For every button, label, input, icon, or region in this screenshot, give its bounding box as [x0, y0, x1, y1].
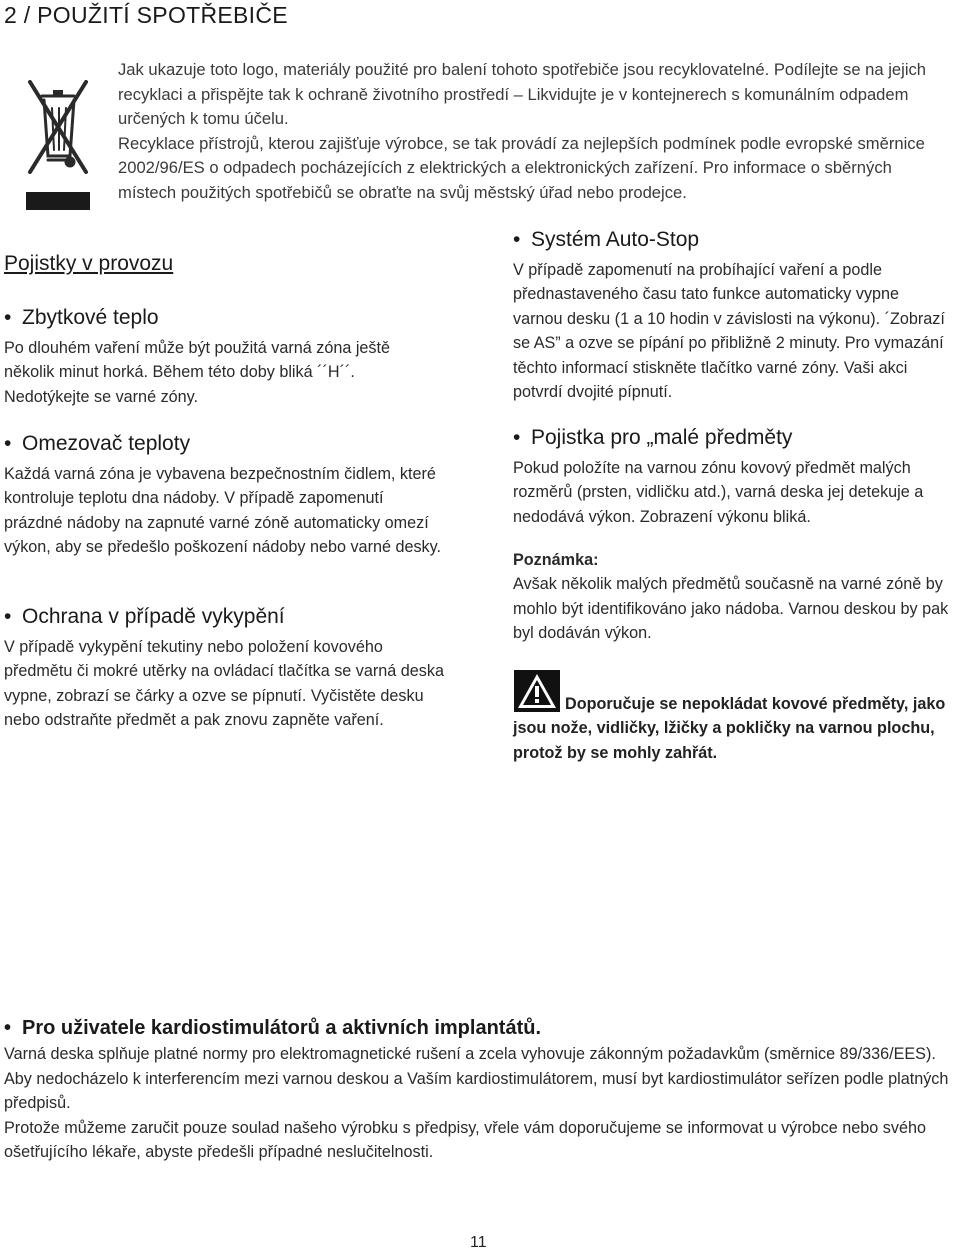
recycling-paragraph-2: Recyklace přístrojů, kterou zajišťuje výrobce, se tak provádí za nejlepších podmínek podle evropské směrnice 2002/96/ES o odpadech pocházejících z elektrických a elektronických zařízení. Pro informace o sběrných místech použitých spotřebičů se obraťte na svůj městský úřad nebo prodejce.: [118, 133, 925, 202]
bullet-icon: •: [4, 1017, 12, 1039]
bullet-icon: •: [4, 432, 12, 455]
note-text: Avšak několik malých předmětů současně na varné zóně by mohlo být identifikováno jako nádoba. Varnou deskou by pak byl dodáván výkon.: [513, 575, 949, 643]
temperature-limiter-text: Každá varná zóna je vybavena bezpečnostním čidlem, které kontroluje teplotu dna nádoby. V případě zapomenutí prázdné nádoby na zapnuté varné zóně automaticky omezí výkon, aby se předešlo poškození nádoby nebo varné desky.: [4, 465, 442, 557]
small-objects-block: [513, 424, 953, 529]
recycling-paragraph-1: Jak ukazuje toto logo, materiály použité pro balení tohoto spotřebiče jsou recyklovatelné. Podílejte se na jejich recyklaci a přispějte tak k ochraně životního prostředí – Likvidujte je v kontejnerech s komunálním odpadem určených k tomu účelu.: [118, 60, 927, 128]
bullet-icon: •: [4, 306, 12, 329]
pacemaker-heading: • Pro uživatele kardiostimulátorů a aktivních implantátů.: [4, 1014, 956, 1042]
pacemaker-paragraph-1: Varná deska splňuje platné normy pro elektromagnetické rušení a zcela vyhovuje zákonným požadavkům (směrnice 89/336/EES).: [4, 1045, 936, 1063]
temperature-limiter-block: [4, 430, 444, 560]
auto-stop-text: V případě zapomenutí na probíhající vaření a podle přednastaveného času tato funkce automaticky vypne varnou desku (1 a 10 hodin v závislosti na výkonu). ´Zobrazí se AS” a ozve se pípání po přibližně 2 minuty. Pro vymazání těchto informací stiskněte tlačítko varné zóny. Vaši akci potvrdí dvojité pípnutí.: [513, 261, 945, 402]
bullet-icon: •: [513, 228, 521, 251]
residual-heat-heading: • Zbytkové teplo: [4, 304, 444, 332]
pacemaker-block: [4, 1014, 956, 1165]
bullet-icon: •: [4, 605, 12, 628]
overflow-protection-text: V případě vykypění tekutiny nebo položení kovového předmětu či mokré utěrky na ovládací tlačítka se varná deska vypne, zobrazí se čárky a ozve se pípnutí. Vyčistěte desku nebo odstraňte předmět a pak znovu zapněte vaření.: [4, 638, 444, 730]
page-title: 2 / POUŽITÍ SPOTŘEBIČE: [4, 2, 288, 28]
pacemaker-paragraph-3: Protože můžeme zaručit pouze soulad našeho výrobku s předpisy, vřele vám doporučujeme se informovat u výrobce nebo svého ošetřujícího lékaře, abyste předešli případné nesluč​itelnosti.: [4, 1118, 926, 1161]
note-label: Poznámka:: [513, 551, 599, 569]
auto-stop-heading: • Systém Auto-Stop: [513, 226, 953, 254]
section-title-safety: Pojistky v provozu: [4, 252, 174, 275]
small-objects-text: Pokud položíte na varnou zónu kovový předmět malých rozměrů (prsten, vidličku atd.), varná deska jej detekuje a nedodává výkon. Zobrazení výkonu bliká.: [513, 459, 924, 526]
auto-stop-block: [513, 226, 953, 404]
residual-heat-text: Po dlouhém vaření může být použitá varná zóna ještě několik minut horká. Během této doby bliká ´´H´´. Nedotýkejte se varné zóny.: [4, 339, 391, 406]
overflow-protection-block: [4, 603, 444, 733]
small-objects-heading: • Pojistka pro „malé předměty: [513, 424, 953, 452]
recycling-info: [118, 58, 954, 205]
page-number: 11: [470, 1234, 487, 1251]
overflow-protection-heading: • Ochrana v případě vykypění: [4, 603, 444, 631]
note-block: [513, 548, 957, 646]
pacemaker-paragraph-2: Aby nedocházelo k interferencím mezi varnou deskou a Vaším kardiostimulátorem, musí byt kardiostimulátor seřízen podle platných předpisů.: [4, 1069, 949, 1112]
bullet-icon: •: [513, 426, 521, 449]
residual-heat-block: [4, 304, 444, 409]
temperature-limiter-heading: • Omezovač teploty: [4, 430, 444, 458]
metal-objects-warning: Doporučuje se nepokládat kovové předměty, jako jsou nože, vidličky, lžičky a pokličky na varnou plochu, protož by se mohly zahřát.: [513, 695, 946, 762]
weee-crossed-bin-icon: [26, 78, 90, 210]
